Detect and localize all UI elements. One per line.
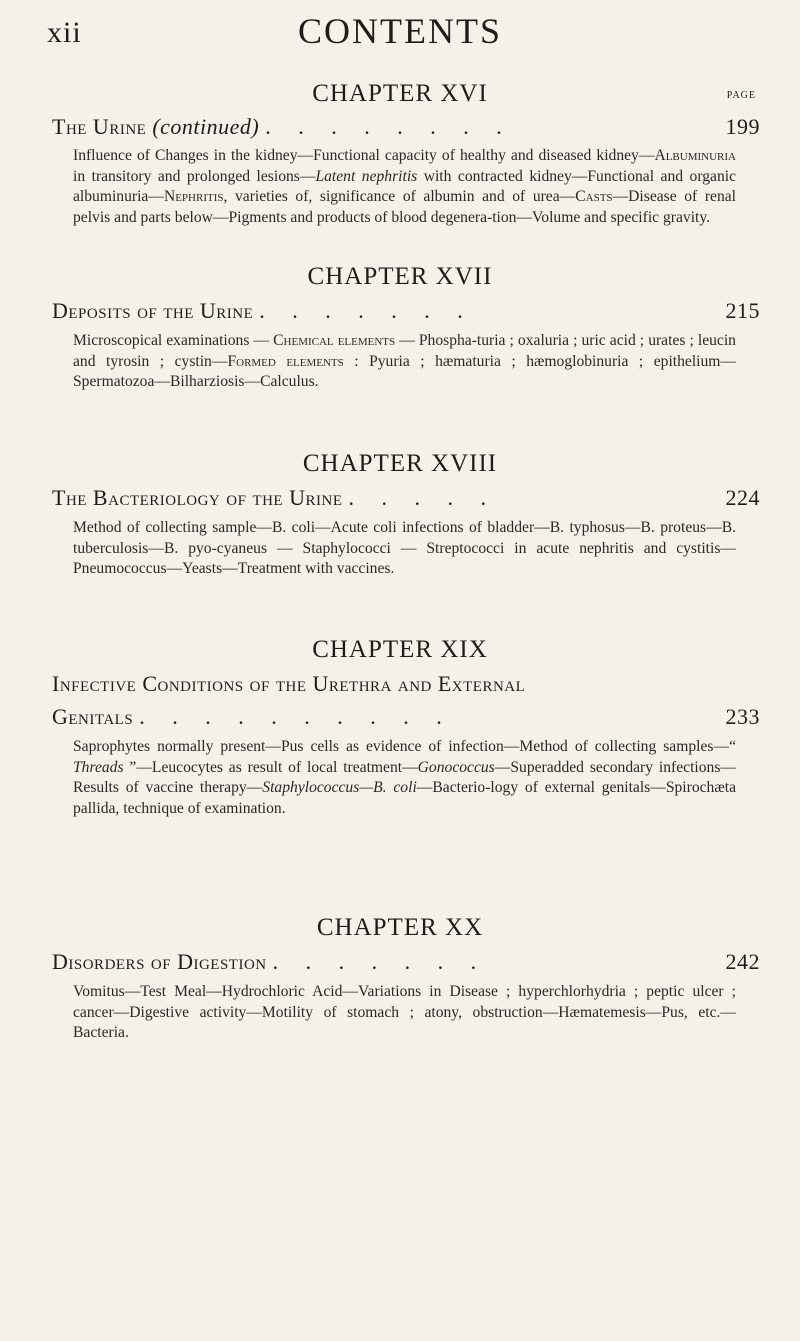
toc-entry[interactable] bbox=[52, 669, 760, 699]
dot-leaders: . . . . . . . bbox=[272, 949, 488, 974]
page-number: 242 bbox=[725, 949, 760, 974]
dot-leaders: . . . . . . . . bbox=[265, 114, 513, 139]
entry-title-suffix: (continued) bbox=[152, 114, 260, 139]
entry-title: Disorders of Digestion bbox=[52, 949, 267, 974]
entry-title-line-2: Genitals bbox=[52, 704, 134, 729]
summary-run: Method of collecting sample—B. coli—Acute coli infections of bladder—B. typhosus—B. proteus—B. tuberculosis—B. pyo-cyaneus — Staphylococci — Streptococci in acute nephritis and cystitis—Pneumococcus—Yeasts—Treatment with vaccines. bbox=[73, 519, 736, 577]
chapter-summary bbox=[73, 146, 736, 228]
chapter-summary bbox=[73, 737, 736, 819]
running-head bbox=[0, 6, 800, 66]
toc-entry[interactable] bbox=[52, 947, 760, 977]
page-title: CONTENTS bbox=[298, 11, 502, 51]
chapter-summary bbox=[73, 982, 736, 1044]
summary-run: Albuminuria bbox=[654, 147, 736, 164]
summary-run: in transitory and prolonged lesions— bbox=[73, 167, 316, 185]
entry-title-line-1: Infective Conditions of the Urethra and External bbox=[52, 671, 526, 696]
summary-run: ”—Leucocytes as result of local treatment— bbox=[123, 758, 418, 776]
summary-run: —Bacterio-logy of external genitals—Spirochæta pallida, technique of examination. bbox=[73, 779, 736, 817]
page-number: 233 bbox=[725, 704, 760, 729]
chapter-heading: CHAPTER XVII bbox=[307, 263, 493, 290]
summary-run: Microscopical examinations — bbox=[73, 332, 274, 349]
chapter-summary bbox=[73, 518, 736, 580]
summary-run: —Superadded secondary infections—Results of vaccine therapy— bbox=[73, 758, 736, 796]
toc-entry-continued[interactable] bbox=[52, 702, 760, 732]
page-number: 224 bbox=[725, 485, 760, 510]
page-column-label: PAGE bbox=[726, 90, 756, 101]
toc-entry[interactable] bbox=[52, 483, 760, 513]
summary-run: , varieties of, significance of albumin and of urea— bbox=[223, 188, 576, 205]
summary-run: with contracted kidney—Functional and organic albuminuria— bbox=[73, 167, 736, 205]
summary-run: Latent nephritis bbox=[315, 167, 418, 185]
chapter-heading: CHAPTER XVI bbox=[312, 80, 488, 107]
chapter-heading: CHAPTER XVIII bbox=[302, 450, 498, 477]
toc-entry[interactable] bbox=[52, 296, 760, 326]
summary-run: Influence of Changes in the kidney—Functional capacity of healthy and diseased kidney— bbox=[73, 147, 655, 164]
page-number: 199 bbox=[725, 114, 760, 139]
chapter-heading: CHAPTER XIX bbox=[312, 636, 488, 663]
summary-run: Saprophytes normally present—Pus cells as evidence of infection—Method of collecting samples—“ bbox=[73, 738, 736, 755]
dot-leaders: . . . . . . . bbox=[259, 298, 474, 323]
dot-leaders: . . . . . bbox=[348, 485, 497, 510]
summary-run: Chemical elements bbox=[273, 332, 396, 349]
page-number: 215 bbox=[725, 298, 760, 323]
summary-run: Vomitus—Test Meal—Hydrochloric Acid—Variations in Disease ; hyperchlorhydria ; peptic ulcer ; cancer—Digestive activity—Motility of stomach ; atony, obstruction—Hæmatemesis—Pus, etc.—Bacteria. bbox=[73, 983, 736, 1041]
summary-run: Casts bbox=[575, 188, 613, 205]
entry-title: Deposits of the Urine bbox=[52, 298, 254, 323]
summary-run: Gonococcus bbox=[417, 758, 495, 776]
summary-run: — Phospha-turia ; oxaluria ; uric acid ; urates ; leucin and tyrosin ; cystin— bbox=[73, 332, 736, 370]
entry-title: The Urine (continued) bbox=[52, 114, 260, 139]
chapter-summary bbox=[73, 331, 736, 393]
chapter-heading: CHAPTER XX bbox=[316, 914, 484, 941]
summary-run: Staphylococcus—B. coli bbox=[262, 779, 417, 796]
toc-entry[interactable] bbox=[52, 112, 760, 142]
summary-run: : Pyuria ; hæmaturia ; hæmoglobinuria ; epithelium—Spermatozoa—Bilharziosis—Calculus. bbox=[73, 352, 737, 390]
summary-run: Formed elements bbox=[227, 352, 344, 370]
dot-leaders: . . . . . . . . . . bbox=[139, 704, 453, 729]
summary-run: Nephritis bbox=[163, 188, 224, 205]
page-folio: xii bbox=[47, 16, 82, 49]
summary-run: —Disease of renal pelvis and parts below—Pigments and products of blood degenera-tion—Volume and specific gravity. bbox=[73, 188, 736, 226]
entry-title: The Bacteriology of the Urine bbox=[52, 485, 343, 510]
summary-run: Threads bbox=[73, 758, 124, 776]
